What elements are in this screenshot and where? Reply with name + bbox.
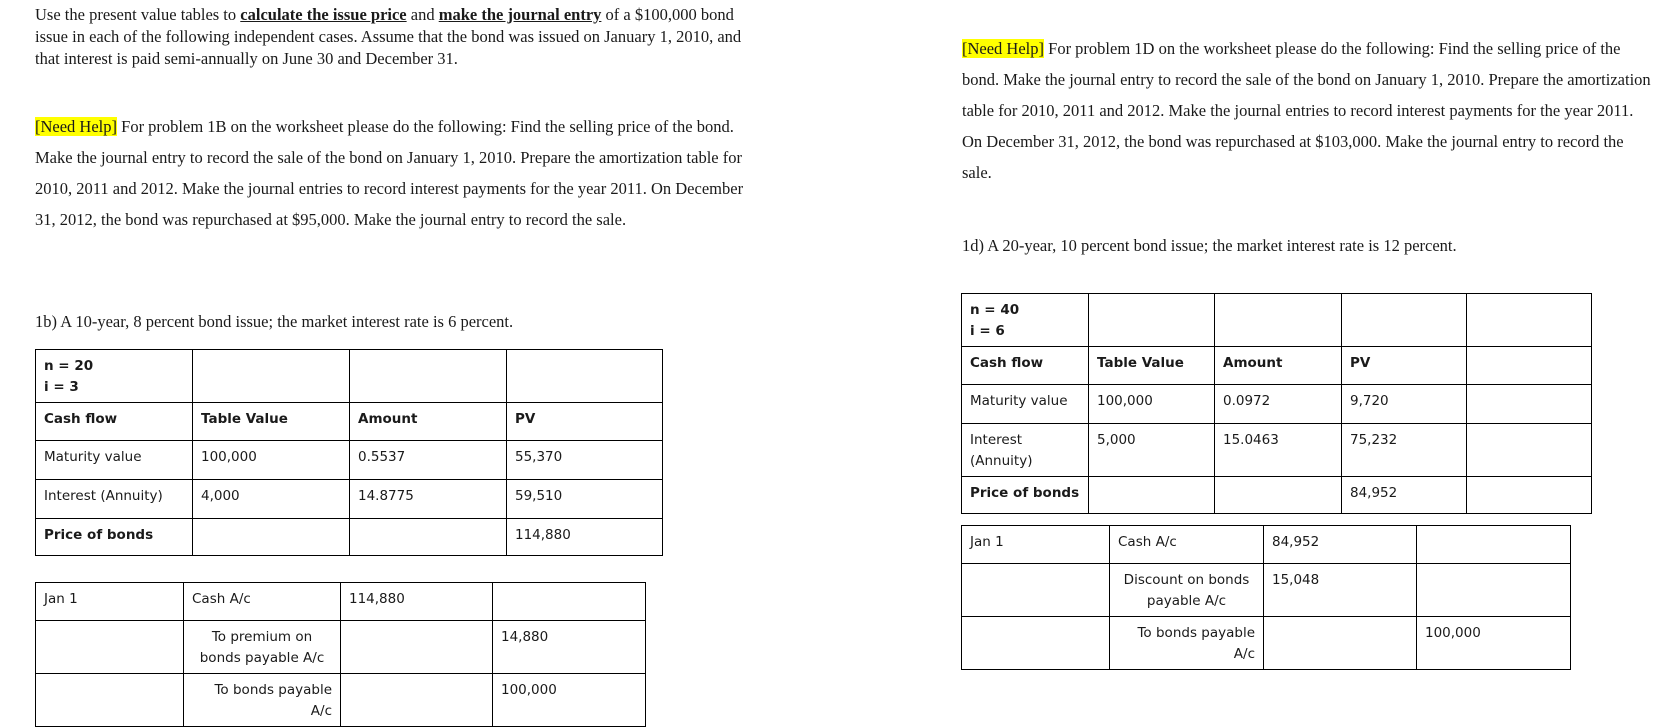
pv-cell-empty	[507, 350, 663, 403]
pv-cell: 9,720	[1342, 385, 1467, 424]
pv-header-table-value: Table Value	[1089, 347, 1215, 385]
journal-date: Jan 1	[36, 583, 184, 621]
pv-header-pv: PV	[507, 403, 663, 441]
pv-price-label: Price of bonds	[36, 519, 193, 556]
pv-row-price	[36, 519, 663, 556]
pv-header-pv: PV	[1342, 347, 1467, 385]
journal-account-line: bonds payable A/c	[199, 650, 325, 666]
pv-cell: Maturity value	[962, 385, 1089, 424]
journal-cell-empty	[341, 674, 493, 727]
journal-account-line: Discount on bonds	[1123, 572, 1250, 588]
pv-cell-empty	[1215, 477, 1342, 514]
journal-account-cash: Cash A/c	[184, 583, 341, 621]
intro-bold-issue-price: calculate the issue price	[240, 5, 407, 24]
pv-cell-line: (Annuity)	[970, 453, 1033, 469]
journal-credit: 14,880	[493, 621, 646, 674]
pv-row-price	[962, 477, 1592, 514]
pv-cell-empty	[193, 350, 350, 403]
journal-debit: 15,048	[1264, 564, 1417, 617]
pv-cell-empty	[1467, 424, 1592, 477]
pv-cell: 5,000	[1089, 424, 1215, 477]
intro-text-end: of a $100,000 bond issue in each of the following independent cases. Assume that the bond was issued on January 1, 2010, and that interest is paid semi-annually on June 30 and December 31.	[35, 5, 742, 68]
pv-cell-empty	[350, 519, 507, 556]
journal-cell-empty	[1417, 526, 1571, 564]
pv-cell: 59,510	[507, 480, 663, 519]
pv-cell: 0.0972	[1215, 385, 1342, 424]
case-1d-title: 1d) A 20-year, 10 percent bond issue; the market interest rate is 12 percent.	[962, 236, 1457, 255]
pv-cell-empty	[1467, 477, 1592, 514]
journal-cell-empty	[1264, 617, 1417, 670]
journal-account-line: payable A/c	[1146, 593, 1227, 609]
pv-header-row-1b	[36, 403, 663, 441]
journal-account-line: To premium on	[211, 629, 313, 645]
intro-bold-journal-entry: make the journal entry	[438, 5, 602, 24]
pv-price-label: Price of bonds	[962, 477, 1089, 514]
journal-account-bonds-payable	[1110, 617, 1264, 670]
journal-cell-empty	[341, 621, 493, 674]
pv-cell: 55,370	[507, 441, 663, 480]
pv-cell: Maturity value	[36, 441, 193, 480]
need-help-highlight-1b: [Need Help]	[35, 117, 118, 136]
pv-row-interest	[962, 424, 1592, 477]
pv-i-value: i = 6	[970, 323, 1005, 339]
journal-account-bonds-payable	[184, 674, 341, 727]
journal-cell-empty	[36, 674, 184, 727]
pv-cell-n-i	[36, 350, 193, 403]
journal-account-discount	[1110, 564, 1264, 617]
pv-cell: 100,000	[1089, 385, 1215, 424]
journal-table-1b	[35, 582, 646, 727]
pv-price-value: 114,880	[507, 519, 663, 556]
case-1b-title: 1b) A 10-year, 8 percent bond issue; the market interest rate is 6 percent.	[35, 312, 514, 331]
pv-table-1b	[35, 349, 663, 556]
pv-cell: 14.8775	[350, 480, 507, 519]
pv-row-maturity	[962, 385, 1592, 424]
problem-1b-text: For problem 1B on the worksheet please do the following: Find the selling price of the bond. Make the journal entry to record the sale of the bond on January 1, 2010. Prepare the amortization table for 2010, 2011 and 2012. Make the journal entries to record interest payments for the year 2011. On December 31, 2012, the bond was repurchased at $95,000. Make the journal entry to record the sale.	[35, 117, 744, 229]
journal-account-line: A/c	[310, 703, 332, 719]
pv-cell-empty	[1342, 294, 1467, 347]
journal-cell-empty	[962, 617, 1110, 670]
journal-cell-empty	[962, 564, 1110, 617]
pv-price-value: 84,952	[1342, 477, 1467, 514]
journal-credit: 100,000	[1417, 617, 1571, 670]
pv-cell: 0.5537	[350, 441, 507, 480]
pv-cell-empty	[1467, 385, 1592, 424]
pv-cell: Interest (Annuity)	[36, 480, 193, 519]
journal-row	[962, 564, 1571, 617]
pv-cell-empty	[350, 350, 507, 403]
pv-cell: 75,232	[1342, 424, 1467, 477]
pv-n-value: n = 20	[44, 358, 94, 374]
journal-cell-empty	[36, 621, 184, 674]
pv-cell-n-i	[962, 294, 1089, 347]
journal-credit: 100,000	[493, 674, 646, 727]
pv-table-1d	[961, 293, 1592, 514]
journal-row	[36, 621, 646, 674]
pv-cell: 4,000	[193, 480, 350, 519]
journal-account-cash: Cash A/c	[1110, 526, 1264, 564]
pv-header-amount: Amount	[1215, 347, 1342, 385]
problem-1d-text: For problem 1D on the worksheet please do the following: Find the selling price of the bond. Make the journal entry to record the sale of the bond on January 1, 2010. Prepare the amortization table for 2010, 2011 and 2012. Make the journal entries to record interest payments for the year 2011. On December 31, 2012, the bond was repurchased at $103,000. Make the journal entry to record the sale.	[962, 39, 1651, 182]
intro-paragraph	[35, 4, 755, 70]
journal-debit: 84,952	[1264, 526, 1417, 564]
intro-text-and: and	[406, 5, 439, 24]
pv-n-value: n = 40	[970, 302, 1020, 318]
pv-header-row-1d	[962, 347, 1592, 385]
journal-cell-empty	[493, 583, 646, 621]
journal-date: Jan 1	[962, 526, 1110, 564]
pv-header-amount: Amount	[350, 403, 507, 441]
pv-cell-line: Interest	[970, 432, 1023, 448]
pv-cell-empty	[1215, 294, 1342, 347]
pv-cell-empty	[1467, 294, 1592, 347]
pv-cell-empty	[1467, 347, 1592, 385]
journal-table-1d	[961, 525, 1571, 670]
journal-row	[36, 583, 646, 621]
pv-i-value: i = 3	[44, 379, 79, 395]
journal-row	[962, 617, 1571, 670]
pv-header-cash-flow: Cash flow	[962, 347, 1089, 385]
problem-1b-instructions	[35, 111, 755, 235]
journal-account-line: To bonds payable	[1137, 625, 1255, 641]
pv-cell-empty	[1089, 294, 1215, 347]
pv-header-table-value: Table Value	[193, 403, 350, 441]
pv-row-maturity	[36, 441, 663, 480]
need-help-highlight-1d: [Need Help]	[962, 39, 1045, 58]
intro-text-start: Use the present value tables to	[35, 5, 241, 24]
pv-cell-empty	[1089, 477, 1215, 514]
journal-account-line: To bonds payable	[214, 682, 332, 698]
problem-1d-instructions	[962, 33, 1652, 188]
pv-header-cash-flow: Cash flow	[36, 403, 193, 441]
journal-debit: 114,880	[341, 583, 493, 621]
journal-row	[962, 526, 1571, 564]
pv-cell: 100,000	[193, 441, 350, 480]
pv-cell-empty	[193, 519, 350, 556]
journal-account-premium	[184, 621, 341, 674]
journal-account-line: A/c	[1233, 646, 1255, 662]
pv-cell-interest-label	[962, 424, 1089, 477]
pv-cell: 15.0463	[1215, 424, 1342, 477]
journal-row	[36, 674, 646, 727]
pv-row-interest	[36, 480, 663, 519]
journal-cell-empty	[1417, 564, 1571, 617]
